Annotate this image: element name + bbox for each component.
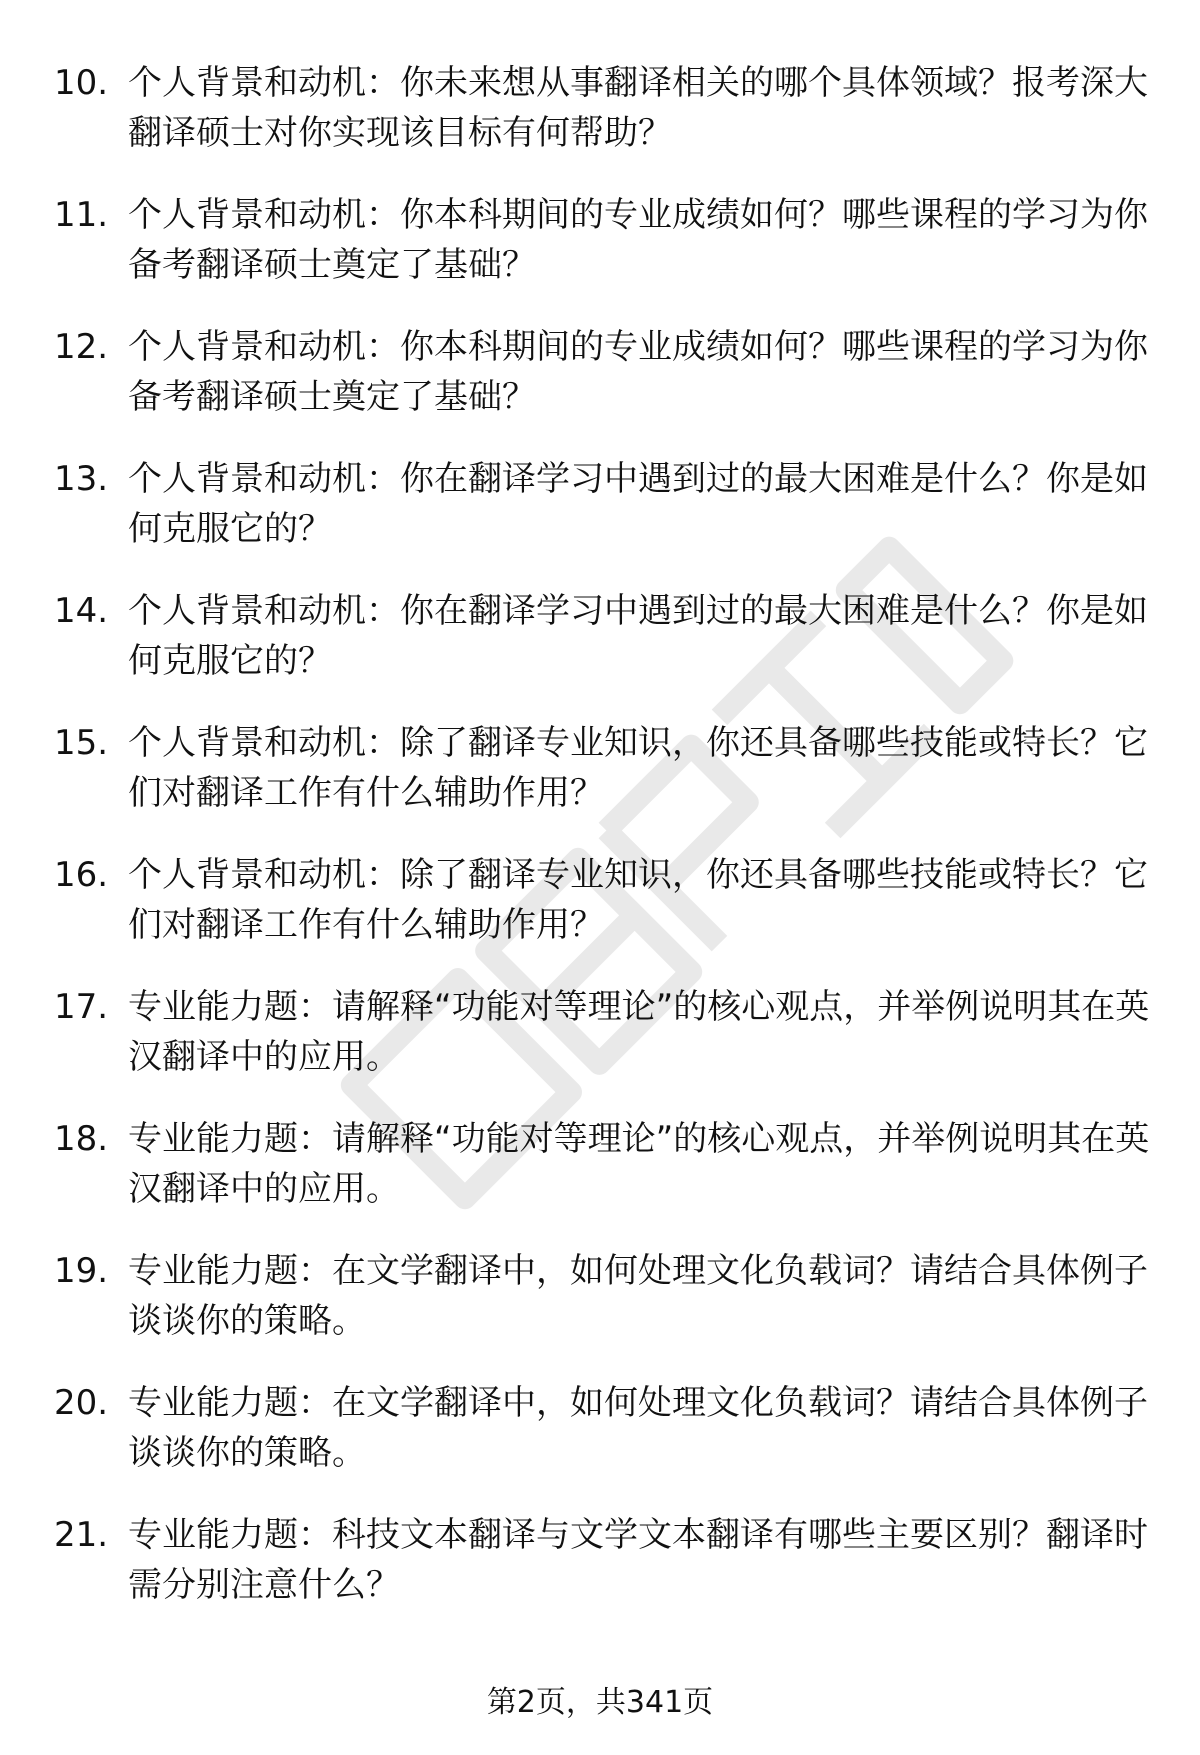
list-item	[54, 190, 1154, 322]
question-text: 专业能力题：在文学翻译中，如何处理文化负载词？请结合具体例子谈谈你的策略。	[128, 1251, 1148, 1341]
question-text: 个人背景和动机：除了翻译专业知识，你还具备哪些技能或特长？它们对翻译工作有什么辅助作用？	[128, 855, 1148, 945]
question-number: 11.	[54, 195, 109, 235]
question-number: 17.	[54, 987, 109, 1027]
question-text: 个人背景和动机：你在翻译学习中遇到过的最大困难是什么？你是如何克服它的？	[128, 591, 1148, 681]
list-item	[54, 1246, 1154, 1378]
list-item	[54, 322, 1154, 454]
list-item	[54, 850, 1154, 982]
question-number: 20.	[54, 1383, 109, 1423]
question-number: 19.	[54, 1251, 109, 1291]
question-number: 10.	[54, 63, 109, 103]
list-item	[54, 1114, 1154, 1246]
list-item	[54, 718, 1154, 850]
page-footer: 第2页，共341页	[486, 1685, 714, 1720]
list-item	[54, 58, 1154, 190]
question-text: 个人背景和动机：你本科期间的专业成绩如何？哪些课程的学习为你备考翻译硕士奠定了基础？	[128, 327, 1148, 417]
question-number: 18.	[54, 1119, 109, 1159]
question-text: 专业能力题：请解释“功能对等理论”的核心观点，并举例说明其在英汉翻译中的应用。	[128, 987, 1150, 1077]
question-number: 13.	[54, 459, 109, 499]
question-text: 专业能力题：科技文本翻译与文学文本翻译有哪些主要区别？翻译时需分别注意什么？	[128, 1515, 1148, 1605]
question-number: 16.	[54, 855, 109, 895]
question-number: 21.	[54, 1515, 109, 1555]
list-item	[54, 1378, 1154, 1510]
question-text: 个人背景和动机：你未来想从事翻译相关的哪个具体领域？报考深大翻译硕士对你实现该目标有何帮助？	[128, 63, 1148, 153]
question-text: 个人背景和动机：除了翻译专业知识，你还具备哪些技能或特长？它们对翻译工作有什么辅助作用？	[128, 723, 1148, 813]
question-number: 12.	[54, 327, 109, 367]
question-number: 14.	[54, 591, 109, 631]
question-list	[54, 58, 1154, 1642]
question-number: 15.	[54, 723, 109, 763]
question-text: 专业能力题：请解释“功能对等理论”的核心观点，并举例说明其在英汉翻译中的应用。	[128, 1119, 1150, 1209]
question-text: 个人背景和动机：你本科期间的专业成绩如何？哪些课程的学习为你备考翻译硕士奠定了基础？	[128, 195, 1148, 285]
list-item	[54, 454, 1154, 586]
list-item	[54, 586, 1154, 718]
question-text: 个人背景和动机：你在翻译学习中遇到过的最大困难是什么？你是如何克服它的？	[128, 459, 1148, 549]
list-item	[54, 982, 1154, 1114]
question-text: 专业能力题：在文学翻译中，如何处理文化负载词？请结合具体例子谈谈你的策略。	[128, 1383, 1148, 1473]
list-item	[54, 1510, 1154, 1642]
